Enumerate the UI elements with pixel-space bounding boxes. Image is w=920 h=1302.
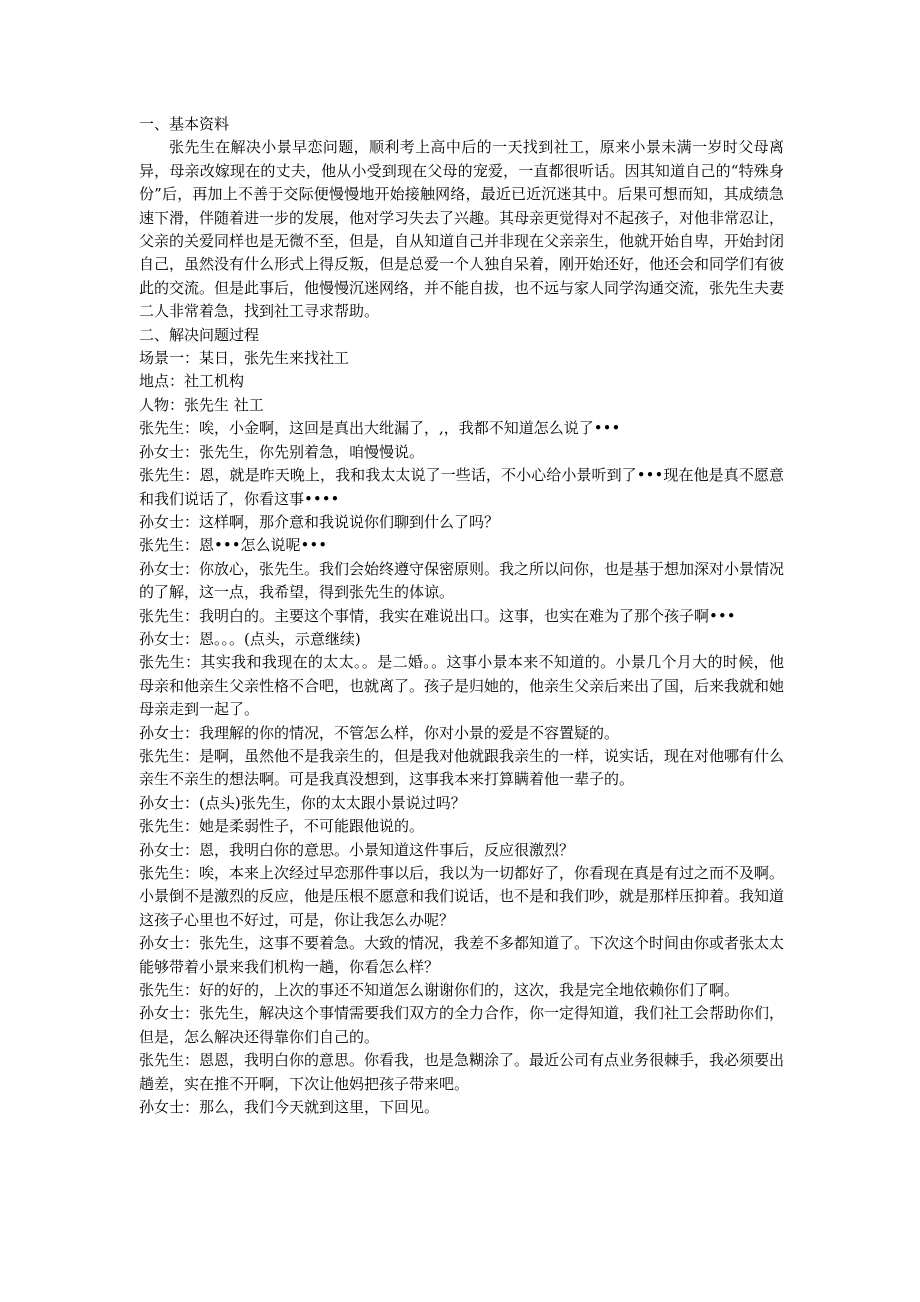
- scene-people: 人物：张先生 社工: [139, 395, 264, 414]
- dialogue-line: 孙女士：张先生，这事不要着急。大致的情况，我差不多都知道了。下次这个时间由你或者张太太能够带着小景来我们机构一趟，你看怎么样？: [139, 934, 785, 976]
- dialogue-line: 张先生：唉，本来上次经过早恋那件事以后，我以为一切都好了，你看现在真是有过之而不及啊。小景倒不是激烈的反应，他是压根不愿意和我们说话，也不是和我们吵，就是那样压抑着。我知道这孩子心里也不好过，可是，你让我怎么办呢？: [139, 864, 785, 929]
- dialogue-line: 孙女士：张先生，你先别着急，咱慢慢说。: [139, 442, 425, 461]
- dialogue-line: 张先生：其实我和我现在的太太。。是二婚。。这事小景本来不知道的。小景几个月大的时候，他 母亲和他亲生父亲性格不合吧，也就离了。孩子是归她的，他亲生父亲后来出了国，后来我就和她母亲走到一起了。: [139, 653, 785, 719]
- dialogue-line: 孙女士：张先生，解决这个事情需要我们双方的全力合作，你一定得知道，我们社工会帮助你们，但是，怎么解决还得靠你们自己的。: [139, 1004, 785, 1046]
- dialogue-line: 孙女士：恩，我明白你的意思。小景知道这件事后，反应很激烈？: [139, 840, 575, 859]
- dialogue-line: 张先生：恩•••怎么说呢•••: [139, 536, 328, 555]
- dialogue-line: 孙女士：那么，我们今天就到这里，下回见。: [139, 1098, 440, 1117]
- document-body: [139, 113, 784, 1119]
- dialogue-line: 孙女士：(点头)张先生，你的太太跟小景说过吗？: [139, 793, 466, 812]
- dialogue-line: 孙女士：恩。。。(点头，示意继续): [139, 629, 361, 648]
- scene-place: 地点：社工机构: [139, 372, 245, 391]
- dialogue-line: 张先生：她是柔弱性子，不可能跟他说的。: [139, 817, 425, 836]
- dialogue-line: 张先生：恩，就是昨天晚上，我和我太太说了一些话，不小心给小景听到了•••现在他是真不愿意和我们说话了，你看这事••••: [139, 466, 784, 508]
- dialogue-line: 张先生：恩恩，我明白你的意思。你看我，也是急糊涂了。最近公司有点业务很棘手，我必须要出趟差，实在推不开啊，下次让他妈把孩子带来吧。: [139, 1051, 785, 1093]
- dialogue-line: 张先生：是啊，虽然他不是我亲生的，但是我对他就跟我亲生的一样，说实话，现在对他哪有什么亲生不亲生的想法啊。可是我真没想到，这事我本来打算瞒着他一辈子的。: [139, 746, 785, 789]
- dialogue-line: 孙女士：你放心，张先生。我们会始终遵守保密原则。我之所以问你，也是基于想加深对小景情况的了解，这一点，我希望，得到张先生的体谅。: [139, 559, 785, 602]
- dialogue-line: 张先生：我明白的。主要这个事情，我实在难说出口。这事，也实在难为了那个孩子啊•••: [139, 606, 736, 625]
- dialogue-line: 张先生：唉，小金啊，这回是真出大纰漏了，,，我都不知道怎么说了•••: [139, 419, 621, 438]
- dialogue-line: 张先生：好的好的，上次的事还不知道怎么谢谢你们的，这次，我是完全地依赖你们了啊。: [139, 981, 740, 1000]
- intro-paragraph: 张先生在解决小景早恋问题，顺利考上高中后的一天找到社工，原来小景未满一岁时父母离异，母亲改嫁现在的丈夫，他从小受到现在父母的宠爱，一直都很听话。因其知道自己的“特殊身份”后，再加上不善于交际便慢慢地开始接触网络，最近已近沉迷其中。后果可想而知，其成绩急速下滑，伴随着进一步的发展，他对学习失去了兴趣。其母亲更觉得对不起孩子，对他非常忍让，父亲的关爱同样也是无微不至，但是，自从知道自己并非现在父亲亲生，他就开始自卑，开始封闭自己，虽然没有什么形式上得反叛，但是总爱一个人独自呆着，刚开始还好，他还会和同学们有彼此的交流。但是此事后，他慢慢沉迷网络，并不能自拔，也不远与家人同学沟通交流，张先生夫妻二人非常着急，找到社工寻求帮助。: [139, 138, 785, 321]
- section-heading-process: 二、解决问题过程: [139, 325, 260, 344]
- scene-title: 场景一：某日，张先生来找社工: [139, 349, 350, 368]
- dialogue-line: 孙女士：我理解的你的情况，不管怎么样，你对小景的爱是不容置疑的。: [139, 723, 620, 742]
- dialogue-line: 孙女士：这样啊，那介意和我说说你们聊到什么了吗？: [139, 512, 500, 531]
- section-heading-basic-info: 一、基本资料: [139, 115, 230, 133]
